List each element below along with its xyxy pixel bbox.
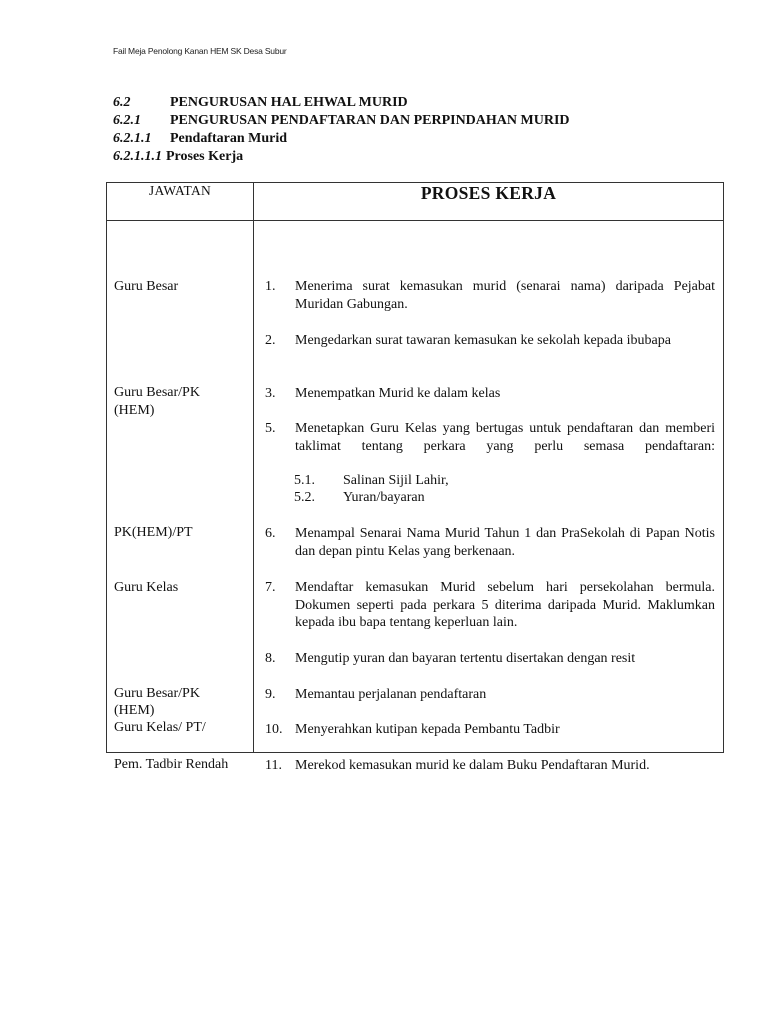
step-text: Merekod kemasukan murid ke dalam Buku Pendaftaran Murid. (295, 758, 650, 773)
sub-item-text: Yuran/bayaran (343, 490, 425, 505)
list-item (265, 420, 715, 455)
heading-text: Proses Kerja (166, 149, 244, 164)
list-item (265, 385, 715, 403)
step-number: 7. (265, 580, 276, 595)
role-label: Guru Besar (114, 279, 179, 294)
heading-number: 6.2.1.1.1 (113, 149, 162, 164)
role-label: (HEM) (114, 403, 155, 418)
sub-item (294, 489, 425, 506)
list-item (265, 721, 715, 739)
list-item (265, 525, 715, 560)
list-item (265, 650, 715, 668)
column-header-jawatan: JAWATAN (107, 183, 254, 221)
roles-cell (107, 221, 254, 772)
table-row (107, 221, 724, 753)
role-label: PK(HEM)/PT (114, 525, 193, 540)
role-label: (HEM) (114, 703, 155, 718)
heading-6-2 (113, 94, 570, 112)
role-label: Guru Besar/PK (114, 686, 200, 701)
heading-6-2-1 (113, 112, 570, 130)
step-number: 3. (265, 386, 276, 401)
role-label: Pem. Tadbir Rendah (114, 757, 229, 772)
sub-item-number: 5.2. (294, 490, 315, 505)
process-table (106, 182, 724, 773)
table-header-row (107, 183, 724, 221)
role-label: Guru Kelas/ PT/ (114, 720, 206, 735)
step-text: Memantau perjalanan pendaftaran (295, 687, 487, 702)
step-number: 10. (265, 722, 283, 737)
step-number: 8. (265, 651, 276, 666)
list-item (265, 278, 715, 313)
step-text: Menyerahkan kutipan kepada Pembantu Tadbir (295, 722, 560, 737)
step-number: 2. (265, 333, 276, 348)
list-item (265, 332, 715, 350)
step-number: 6. (265, 526, 276, 541)
step-text: Menerima surat kemasukan murid (senarai nama) daripada Pejabat Muridan Gabungan. (295, 279, 715, 312)
heading-6-2-1-1 (113, 130, 570, 148)
step-text: Mengedarkan surat tawaran kemasukan ke sekolah kepada ibubapa (295, 333, 671, 348)
step-text: Menempatkan Murid ke dalam kelas (295, 386, 501, 401)
step-text: Menampal Senarai Nama Murid Tahun 1 dan PraSekolah di Papan Notis dan depan pintu Kelas yang berkenaan. (295, 526, 715, 559)
list-item (265, 579, 715, 632)
heading-text: Pendaftaran Murid (170, 131, 288, 146)
heading-number: 6.2 (113, 95, 131, 110)
heading-number: 6.2.1 (113, 113, 141, 128)
list-item (265, 686, 715, 704)
sub-item (294, 472, 449, 489)
step-number: 11. (265, 758, 282, 773)
step-number: 9. (265, 687, 276, 702)
role-label: Guru Besar/PK (114, 385, 200, 400)
list-item (265, 757, 715, 775)
heading-text: PENGURUSAN PENDAFTARAN DAN PERPINDAHAN MURID (170, 113, 570, 128)
role-label: Guru Kelas (114, 580, 179, 595)
steps-cell (254, 221, 724, 773)
sub-item-number: 5.1. (294, 473, 315, 488)
step-text: Mengutip yuran dan bayaran tertentu disertakan dengan resit (295, 651, 636, 666)
sub-item-text: Salinan Sijil Lahir, (343, 473, 449, 488)
column-header-proses-kerja: PROSES KERJA (254, 183, 724, 221)
step-text: Menetapkan Guru Kelas yang bertugas untuk pendaftaran dan memberi taklimat tentang perkara yang perlu semasa pendaftaran: (295, 421, 715, 454)
heading-text: PENGURUSAN HAL EHWAL MURID (170, 95, 408, 110)
section-headings (113, 94, 570, 166)
heading-6-2-1-1-1 (113, 148, 570, 166)
step-number: 5. (265, 421, 276, 436)
step-number: 1. (265, 279, 276, 294)
heading-number: 6.2.1.1 (113, 131, 152, 146)
step-text: Mendaftar kemasukan Murid sebelum hari persekolahan bermula. Dokumen seperti pada perkara 5 diterima daripada Murid. Maklumkan kepada ibu bapa tentang keperluan lain. (295, 580, 715, 630)
document-header: Fail Meja Penolong Kanan HEM SK Desa Subur (113, 46, 287, 56)
